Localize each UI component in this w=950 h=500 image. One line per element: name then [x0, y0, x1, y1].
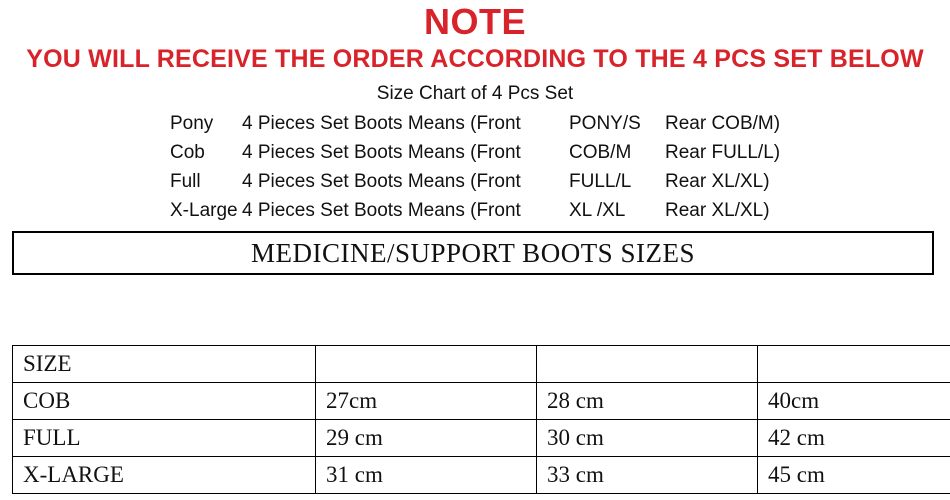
table-cell: X-LARGE: [13, 457, 316, 494]
table-header-size: SIZE: [13, 346, 316, 383]
table-cell: 30 cm: [537, 420, 758, 457]
size-chart-row: [170, 109, 950, 138]
size-chart-row: [170, 167, 950, 196]
table-header-col4: [758, 346, 950, 383]
row-size: Pony: [170, 109, 242, 138]
row-rear: Rear FULL/L): [665, 138, 780, 167]
row-front: PONY/S: [569, 109, 665, 138]
table-cell: 33 cm: [537, 457, 758, 494]
table-cell: 40cm: [758, 383, 950, 420]
row-rear: Rear XL/XL): [665, 196, 770, 225]
row-size: Cob: [170, 138, 242, 167]
table-row: [13, 346, 950, 383]
table-header-col3: [537, 346, 758, 383]
size-chart-heading: Size Chart of 4 Pcs Set: [0, 82, 950, 106]
size-chart-rows: [0, 109, 950, 225]
row-description: 4 Pieces Set Boots Means (Front: [242, 138, 569, 167]
row-size: X-Large: [170, 196, 242, 225]
table-cell: 45 cm: [758, 457, 950, 494]
table-cell: 31 cm: [316, 457, 537, 494]
table-row: [13, 383, 950, 420]
row-front: XL /XL: [569, 196, 665, 225]
row-rear: Rear XL/XL): [665, 167, 770, 196]
table-row: [13, 457, 950, 494]
row-description: 4 Pieces Set Boots Means (Front: [242, 109, 569, 138]
table-cell: FULL: [13, 420, 316, 457]
row-description: 4 Pieces Set Boots Means (Front: [242, 196, 569, 225]
size-chart-row: [170, 196, 950, 225]
table-cell: 29 cm: [316, 420, 537, 457]
note-title: NOTE: [0, 2, 950, 42]
boots-sizes-table: [12, 345, 950, 494]
table-cell: 27cm: [316, 383, 537, 420]
row-size: Full: [170, 167, 242, 196]
banner-text: MEDICINE/SUPPORT BOOTS SIZES: [251, 238, 695, 269]
row-front: COB/M: [569, 138, 665, 167]
size-chart-row: [170, 138, 950, 167]
boots-sizes-banner: [12, 231, 934, 275]
table-row: [13, 420, 950, 457]
row-front: FULL/L: [569, 167, 665, 196]
table-header-col2: [316, 346, 537, 383]
table-cell: 28 cm: [537, 383, 758, 420]
size-chart-page: [0, 2, 950, 500]
row-description: 4 Pieces Set Boots Means (Front: [242, 167, 569, 196]
note-subtitle: YOU WILL RECEIVE THE ORDER ACCORDING TO THE 4 PCS SET BELOW: [0, 44, 950, 74]
row-rear: Rear COB/M): [665, 109, 780, 138]
table-cell: COB: [13, 383, 316, 420]
table-cell: 42 cm: [758, 420, 950, 457]
